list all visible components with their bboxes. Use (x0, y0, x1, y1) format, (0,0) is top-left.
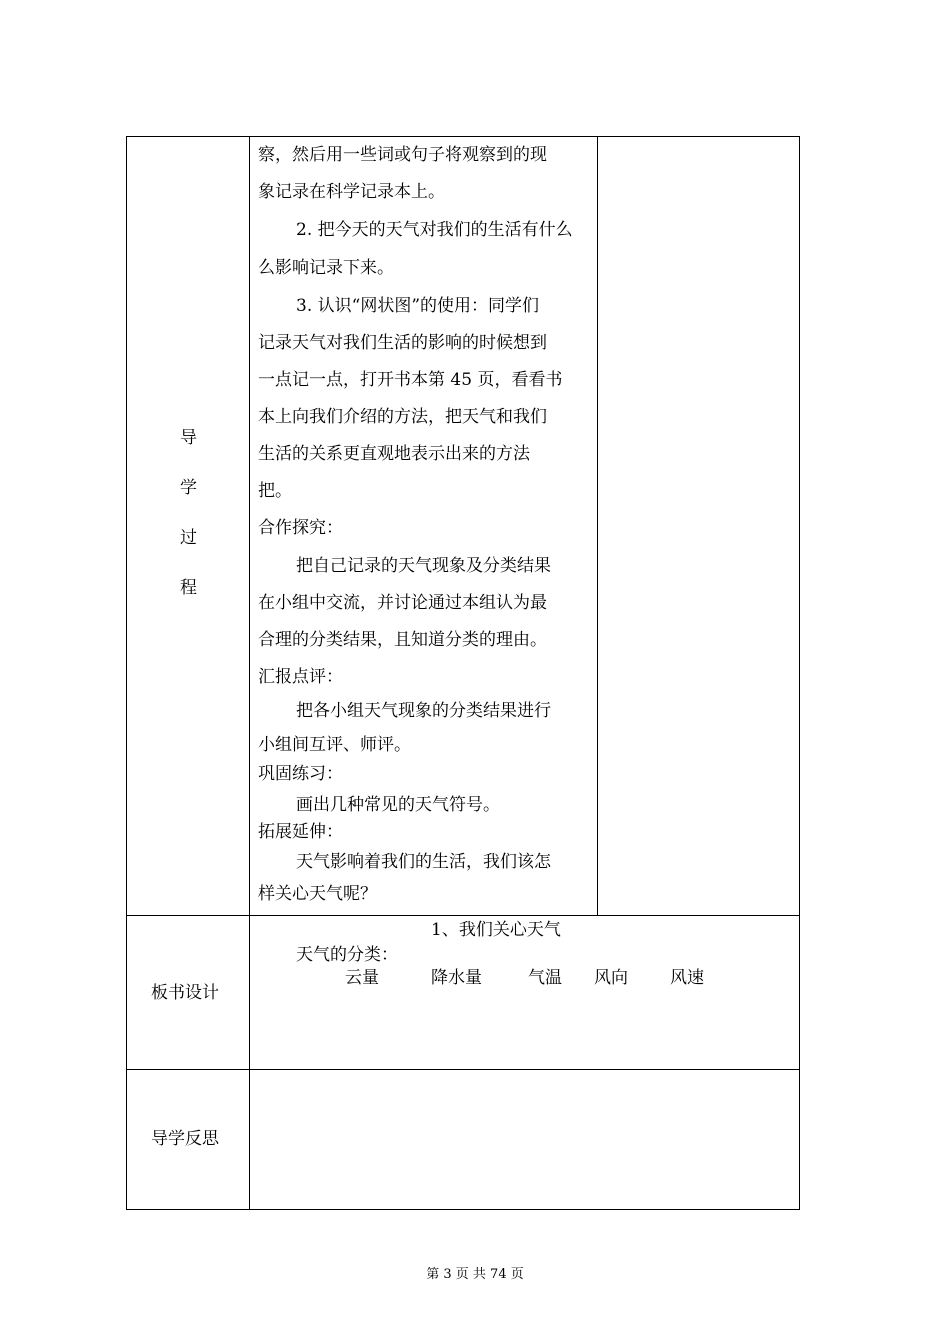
reflection-label: 导学反思 (151, 1129, 219, 1149)
column-divider-1 (249, 136, 250, 1210)
content-line-15: 汇报点评： (258, 667, 343, 687)
content-line-9: 生活的关系更直观地表示出来的方法 (258, 444, 530, 464)
board-item-4: 风向 (594, 968, 628, 988)
board-item-2: 降水量 (431, 968, 482, 988)
content-line-20: 拓展延伸： (258, 822, 343, 842)
content-line-6: 记录天气对我们生活的影响的时候想到 (258, 333, 547, 353)
page-footer: 第 3 页 共 74 页 (426, 1267, 524, 1282)
content-line-3: 2. 把今天的天气对我们的生活有什么 (296, 220, 573, 240)
board-design-label: 板书设计 (151, 983, 219, 1003)
board-design-subtitle: 天气的分类： (296, 945, 398, 965)
content-line-8: 本上向我们介绍的方法，把天气和我们 (258, 407, 547, 427)
table-right-border (799, 136, 800, 1210)
content-line-12: 把自己记录的天气现象及分类结果 (296, 556, 551, 576)
guide-label-char-2: 学 (180, 478, 197, 498)
content-line-16: 把各小组天气现象的分类结果进行 (296, 701, 551, 721)
content-line-21: 天气影响着我们的生活，我们该怎 (296, 852, 551, 872)
content-line-13: 在小组中交流，并讨论通过本组认为最 (258, 593, 547, 613)
content-line-19: 画出几种常见的天气符号。 (296, 795, 500, 815)
row-divider-1 (126, 915, 800, 916)
content-line-5: 3. 认识“网状图”的使用：同学们 (296, 296, 540, 316)
content-line-7: 一点记一点，打开书本第 45 页，看看书 (258, 370, 563, 390)
content-line-4: 么影响记录下来。 (258, 258, 394, 278)
content-line-14: 合理的分类结果，且知道分类的理由。 (258, 630, 547, 650)
board-item-3: 气温 (528, 968, 562, 988)
table-left-border (126, 136, 127, 1210)
board-design-title: 1、我们关心天气 (431, 920, 561, 940)
content-line-2: 象记录在科学记录本上。 (258, 182, 445, 202)
guide-label-char-1: 导 (180, 428, 197, 448)
content-line-1: 察，然后用一些词或句子将观察到的现 (258, 145, 547, 165)
board-item-5: 风速 (670, 968, 704, 988)
row-divider-2 (126, 1069, 800, 1070)
table-bottom-border (126, 1209, 800, 1210)
guide-label-char-4: 程 (180, 578, 197, 598)
column-divider-2 (597, 136, 598, 916)
content-line-18: 巩固练习： (258, 764, 343, 784)
table-top-border (126, 136, 800, 137)
board-item-1: 云量 (345, 968, 379, 988)
content-line-22: 样关心天气呢？ (258, 884, 377, 904)
guide-label-char-3: 过 (180, 528, 197, 548)
content-line-11: 合作探究： (258, 518, 343, 538)
content-line-17: 小组间互评、师评。 (258, 735, 411, 755)
content-line-10: 把。 (258, 481, 292, 501)
